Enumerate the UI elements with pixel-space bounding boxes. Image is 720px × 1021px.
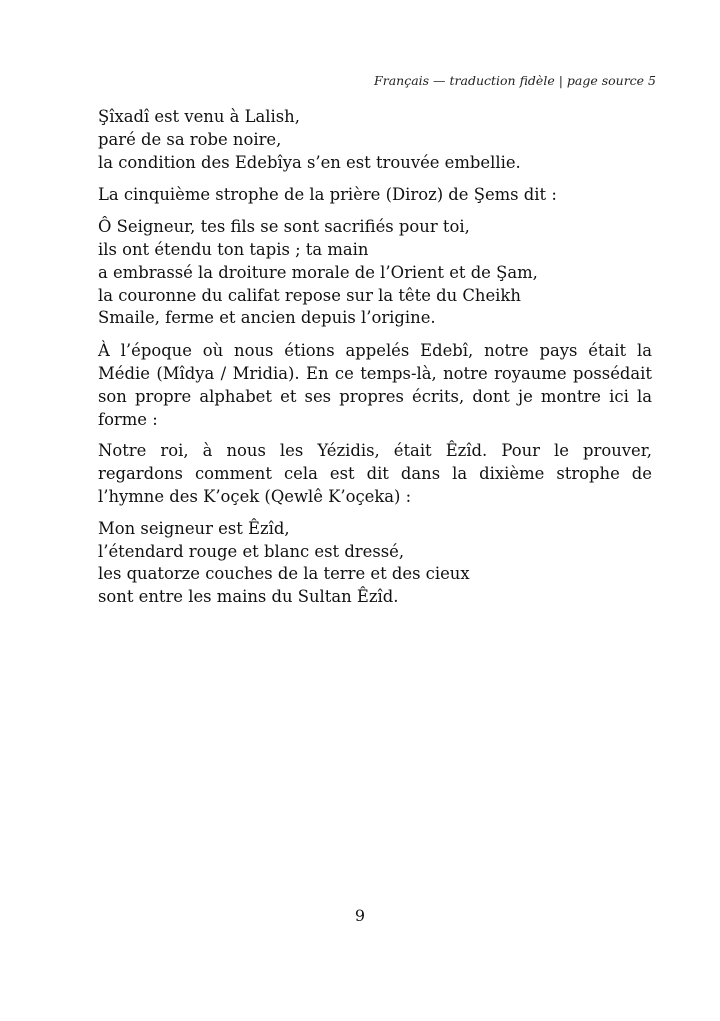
page-number: 9 [354, 906, 366, 925]
verse-line: l’étendard rouge et blanc est dressé, [98, 541, 405, 561]
verse-line: la condition des Edebîya s’en est trouvée embellie. [98, 152, 521, 172]
verse-line: ils ont étendu ton tapis ; ta main [98, 239, 369, 259]
verse-line: Smaile, ferme et ancien depuis l’origine. [98, 308, 436, 328]
verse-line: Ô Seigneur, tes fils se sont sacrifiés pour toi, [98, 217, 470, 237]
running-header: Français — traduction fidèle | page source 5 [374, 73, 656, 88]
verse-block [98, 216, 652, 330]
verse-line: Mon seigneur est Êzîd, [98, 518, 290, 538]
verse-line: sont entre les mains du Sultan Êzîd. [98, 587, 399, 607]
verse-block [98, 106, 652, 174]
verse-line: la couronne du califat repose sur la tête du Cheikh [98, 285, 521, 305]
page-body [98, 106, 652, 619]
paragraph: Notre roi, à nous les Yézidis, était Êzîd. Pour le prouver, regardons comment cela est dit dans la dixième strophe de l’hymne des K’oçek (Qewlê K’oçeka) : [98, 441, 652, 506]
paragraph: À l’époque où nous étions appelés Edebî, notre pays était la Médie (Mîdya / Mridia). En ce temps-là, notre royaume possédait son propre alphabet et ses propres écrits, dont je montre ici la forme : [98, 341, 652, 429]
verse-block [98, 518, 652, 609]
verse-line: Şîxadî est venu à Lalish, [98, 107, 300, 126]
verse-line: a embrassé la droiture morale de l’Orient et de Şam, [98, 262, 538, 282]
verse-line: paré de sa robe noire, [98, 129, 282, 149]
paragraph: La cinquième strophe de la prière (Diroz) de Şems dit : [98, 185, 557, 205]
verse-line: les quatorze couches de la terre et des cieux [98, 564, 470, 584]
